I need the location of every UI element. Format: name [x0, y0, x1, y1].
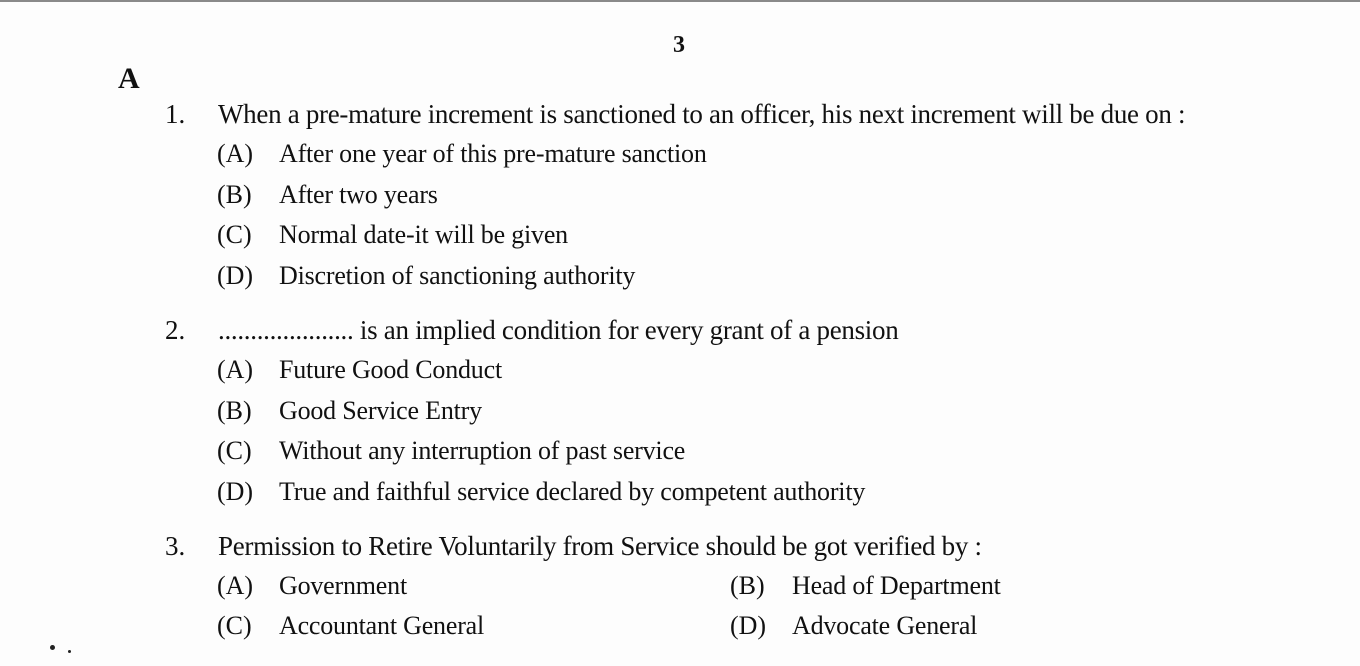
option-label: (D): [217, 260, 254, 290]
option-text: True and faithful service declared by competent authority: [279, 476, 866, 506]
question-1: [165, 94, 1305, 296]
page-number: 3: [673, 32, 685, 58]
scan-speck: [50, 645, 55, 650]
question-number: 3.: [165, 531, 186, 561]
question-text: When a pre-mature increment is sanctioned to an officer, his next increment will be due on :: [218, 99, 1186, 129]
option-label: (B): [217, 179, 252, 209]
option-b: [217, 175, 1305, 216]
option-text: After two years: [279, 179, 438, 209]
option-a: [217, 566, 730, 606]
option-label: (C): [217, 436, 252, 465]
option-d: [730, 606, 1170, 646]
question-text: Permission to Retire Voluntarily from Service should be got verified by :: [218, 531, 982, 561]
option-list: [217, 134, 1305, 296]
option-text: Head of Department: [792, 571, 1001, 600]
question-stem: [165, 94, 1305, 134]
option-d: [217, 472, 1305, 513]
option-text: Normal date-it will be given: [279, 220, 568, 249]
option-label: (B): [730, 571, 765, 600]
option-c: [217, 606, 730, 646]
option-b: [217, 391, 1305, 432]
option-grid: [217, 566, 1305, 646]
question-number: 1.: [165, 99, 186, 129]
option-label: (C): [217, 611, 252, 640]
question-2: [165, 310, 1305, 512]
option-list: [217, 350, 1305, 512]
option-d: [217, 256, 1305, 297]
option-a: [217, 350, 1305, 391]
option-c: [217, 215, 1305, 256]
option-c: [217, 431, 1305, 472]
option-text: Advocate General: [792, 611, 978, 640]
option-label: (C): [217, 220, 252, 249]
option-label: (B): [217, 395, 252, 425]
option-label: (A): [217, 139, 254, 168]
question-series-code: A: [118, 62, 140, 95]
option-a: [217, 134, 1305, 175]
option-text: Without any interruption of past service: [279, 436, 686, 465]
option-b: [730, 566, 1170, 606]
option-text: Future Good Conduct: [279, 355, 502, 384]
question-stem: [165, 310, 1305, 350]
page-top-border: [0, 0, 1360, 2]
option-text: After one year of this pre-mature sanction: [279, 139, 707, 168]
option-label: (A): [217, 571, 254, 600]
question-text: ..................... is an implied condition for every grant of a pension: [218, 315, 899, 345]
option-label: (D): [217, 476, 254, 506]
option-text: Government: [279, 571, 407, 600]
question-number: 2.: [165, 315, 186, 345]
question-3: [165, 526, 1305, 646]
option-text: Good Service Entry: [279, 395, 482, 425]
option-label: (A): [217, 355, 254, 384]
scan-speck: [68, 650, 71, 653]
option-label: (D): [730, 611, 767, 640]
option-text: Accountant General: [279, 611, 485, 640]
question-stem: [165, 526, 1305, 566]
option-text: Discretion of sanctioning authority: [279, 260, 636, 290]
